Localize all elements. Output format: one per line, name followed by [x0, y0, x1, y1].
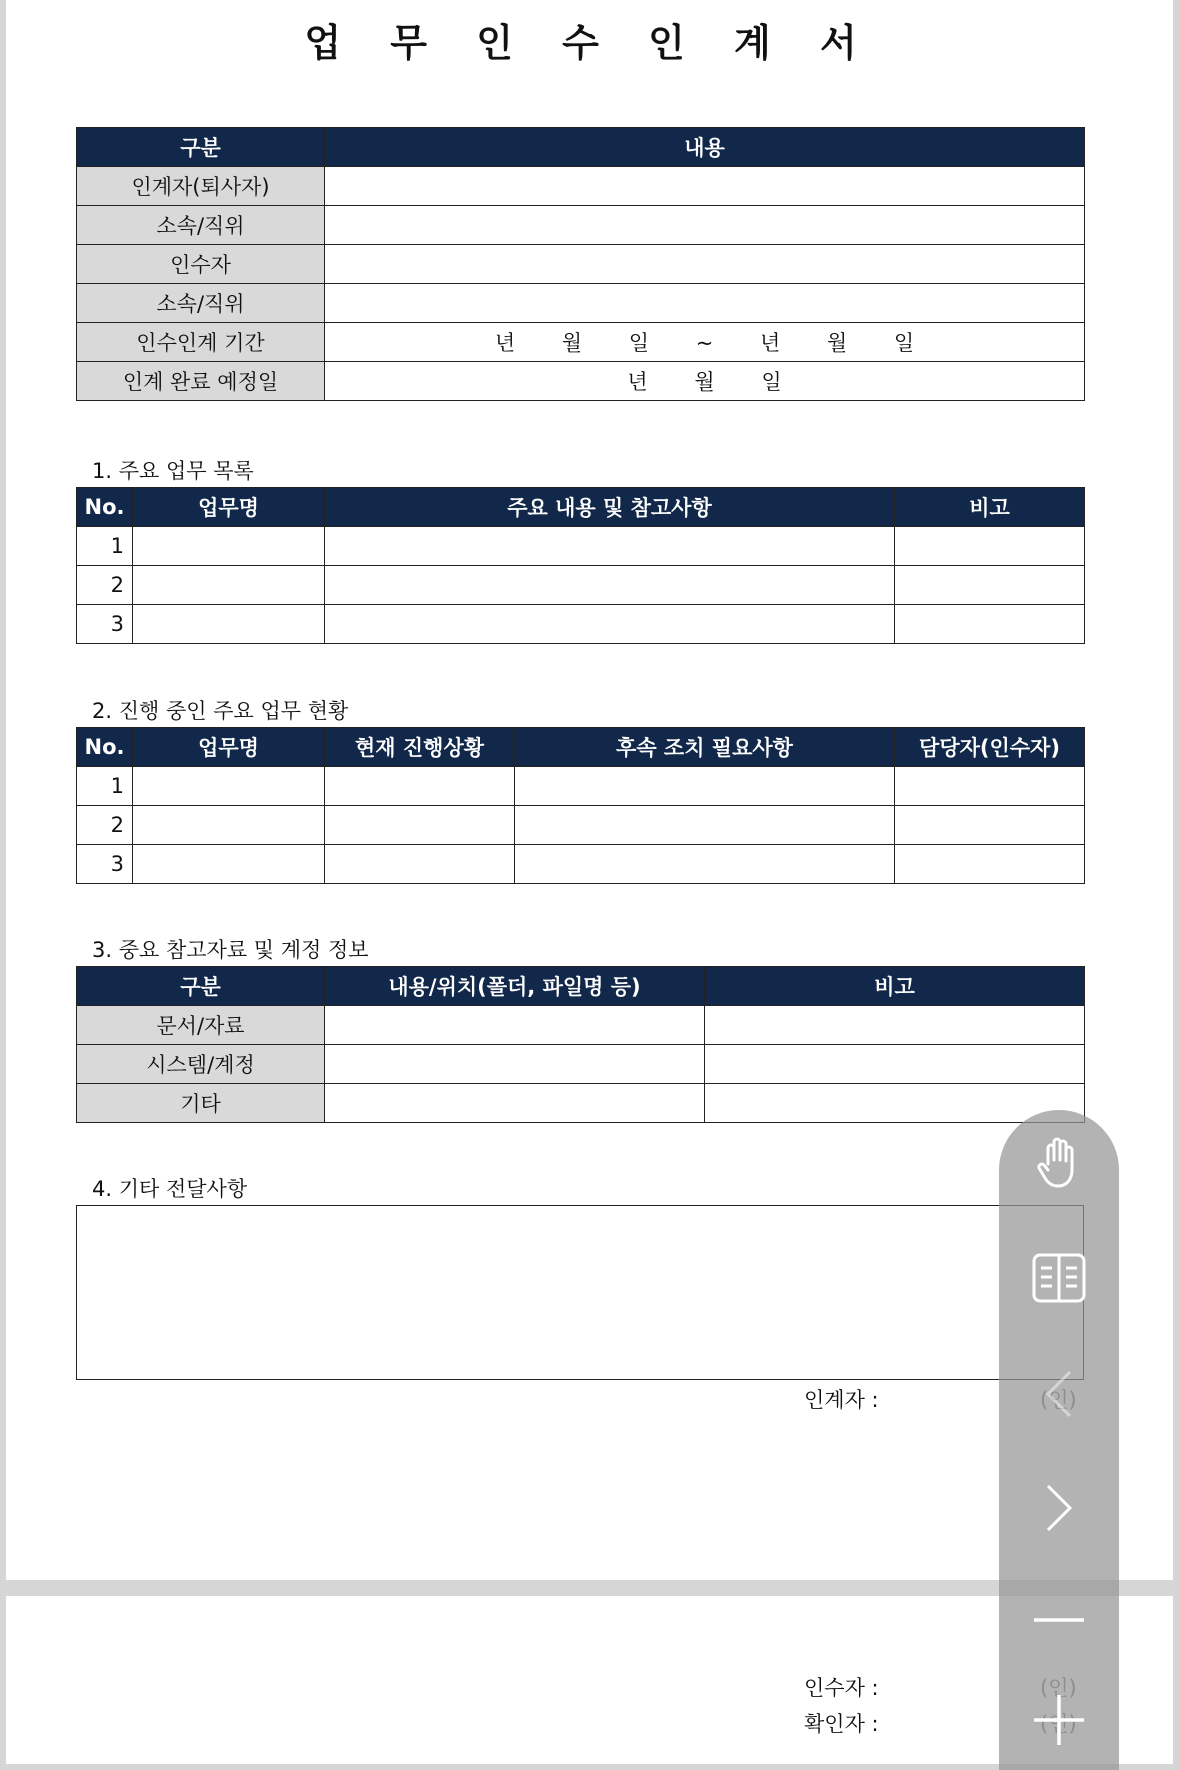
chevron-right-icon — [1044, 1483, 1074, 1533]
next-page-button[interactable] — [999, 1468, 1119, 1548]
empty-cell[interactable] — [705, 1084, 1085, 1123]
chevron-left-icon — [1044, 1369, 1074, 1419]
header-cell: 구분 — [77, 967, 325, 1006]
document-page-2 — [6, 1596, 1173, 1764]
table-row — [77, 245, 1085, 284]
section-heading: 4. 기타 전달사항 — [92, 1177, 248, 1201]
value-cell[interactable] — [325, 167, 1085, 206]
info-table — [76, 127, 1085, 401]
empty-cell[interactable] — [133, 566, 325, 605]
header-cell: 현재 진행상황 — [325, 728, 515, 767]
row-label: 기타 — [77, 1084, 325, 1123]
row-label: 소속/직위 — [77, 284, 325, 323]
table-row — [77, 605, 1085, 644]
empty-cell[interactable] — [325, 845, 515, 884]
empty-cell[interactable] — [705, 1006, 1085, 1045]
table-row — [77, 284, 1085, 323]
empty-cell[interactable] — [133, 806, 325, 845]
table-row — [77, 806, 1085, 845]
empty-cell[interactable] — [133, 767, 325, 806]
table-header-row — [77, 128, 1085, 167]
row-number: 3 — [77, 845, 133, 884]
floating-toolbar — [999, 1110, 1119, 1770]
table-row — [77, 845, 1085, 884]
document-title: 업 무 인 수 인 계 서 — [304, 21, 875, 65]
empty-cell[interactable] — [325, 1006, 705, 1045]
header-cell: 비고 — [895, 488, 1085, 527]
value-cell[interactable] — [325, 284, 1085, 323]
row-number: 1 — [77, 527, 133, 566]
ongoing-tasks-table — [76, 727, 1085, 884]
header-cell: 주요 내용 및 참고사항 — [325, 488, 895, 527]
table-row — [77, 527, 1085, 566]
empty-cell[interactable] — [515, 767, 895, 806]
header-cell: No. — [77, 488, 133, 527]
header-cell: 업무명 — [133, 728, 325, 767]
completion-date-value[interactable]: 년 월 일 — [325, 362, 1085, 401]
table-header-row — [77, 488, 1085, 527]
empty-cell[interactable] — [895, 527, 1085, 566]
table-row — [77, 1045, 1085, 1084]
row-label: 시스템/계정 — [77, 1045, 325, 1084]
empty-cell[interactable] — [325, 605, 895, 644]
value-cell[interactable] — [325, 245, 1085, 284]
document-page-1 — [6, 0, 1173, 1580]
pan-button[interactable] — [999, 1122, 1119, 1202]
row-number: 3 — [77, 605, 133, 644]
main-tasks-table — [76, 487, 1085, 644]
table-header-row — [77, 728, 1085, 767]
empty-cell[interactable] — [325, 1045, 705, 1084]
empty-cell[interactable] — [705, 1045, 1085, 1084]
header-cell: 내용/위치(폴더, 파일명 등) — [325, 967, 705, 1006]
header-cell: 비고 — [705, 967, 1085, 1006]
table-row — [77, 167, 1085, 206]
empty-cell[interactable] — [895, 566, 1085, 605]
row-number: 2 — [77, 806, 133, 845]
empty-cell[interactable] — [515, 806, 895, 845]
header-cell: 내용 — [325, 128, 1085, 167]
header-cell: 업무명 — [133, 488, 325, 527]
table-header-row — [77, 967, 1085, 1006]
notes-box[interactable] — [76, 1205, 1084, 1380]
table-row — [77, 206, 1085, 245]
section-heading: 3. 중요 참고자료 및 계정 정보 — [92, 938, 369, 962]
empty-cell[interactable] — [133, 605, 325, 644]
row-number: 2 — [77, 566, 133, 605]
empty-cell[interactable] — [325, 767, 515, 806]
empty-cell[interactable] — [325, 806, 515, 845]
row-label: 인계 완료 예정일 — [77, 362, 325, 401]
value-cell[interactable] — [325, 206, 1085, 245]
row-label: 인계자(퇴사자) — [77, 167, 325, 206]
signature-label: 확인자 : — [804, 1712, 879, 1736]
empty-cell[interactable] — [325, 566, 895, 605]
header-cell: 구분 — [77, 128, 325, 167]
empty-cell[interactable] — [515, 845, 895, 884]
empty-cell[interactable] — [895, 845, 1085, 884]
row-label: 문서/자료 — [77, 1006, 325, 1045]
empty-cell[interactable] — [133, 527, 325, 566]
row-label: 인수자 — [77, 245, 325, 284]
plus-icon — [1033, 1694, 1085, 1746]
book-icon — [1031, 1252, 1087, 1304]
header-cell: 담당자(인수자) — [895, 728, 1085, 767]
row-label: 인수인계 기간 — [77, 323, 325, 362]
empty-cell[interactable] — [325, 527, 895, 566]
empty-cell[interactable] — [133, 845, 325, 884]
row-label: 소속/직위 — [77, 206, 325, 245]
header-cell: No. — [77, 728, 133, 767]
previous-page-button[interactable] — [999, 1354, 1119, 1434]
zoom-out-button[interactable] — [999, 1580, 1119, 1660]
minus-icon — [1033, 1615, 1085, 1625]
hand-icon — [1036, 1134, 1082, 1190]
zoom-in-button[interactable] — [999, 1680, 1119, 1760]
section-heading: 2. 진행 중인 주요 업무 현황 — [92, 699, 349, 723]
header-cell: 후속 조치 필요사항 — [515, 728, 895, 767]
empty-cell[interactable] — [895, 767, 1085, 806]
empty-cell[interactable] — [895, 605, 1085, 644]
table-row — [77, 323, 1085, 362]
empty-cell[interactable] — [325, 1084, 705, 1123]
period-value[interactable]: 년 월 일 ~ 년 월 일 — [325, 323, 1085, 362]
empty-cell[interactable] — [895, 806, 1085, 845]
reading-mode-button[interactable] — [999, 1238, 1119, 1318]
section-heading: 1. 주요 업무 목록 — [92, 459, 254, 483]
signature-label: 인계자 : — [804, 1388, 879, 1412]
table-row — [77, 566, 1085, 605]
reference-table — [76, 966, 1085, 1123]
table-row — [77, 767, 1085, 806]
table-row — [77, 1084, 1085, 1123]
table-row — [77, 1006, 1085, 1045]
signature-label: 인수자 : — [804, 1676, 879, 1700]
row-number: 1 — [77, 767, 133, 806]
table-row — [77, 362, 1085, 401]
